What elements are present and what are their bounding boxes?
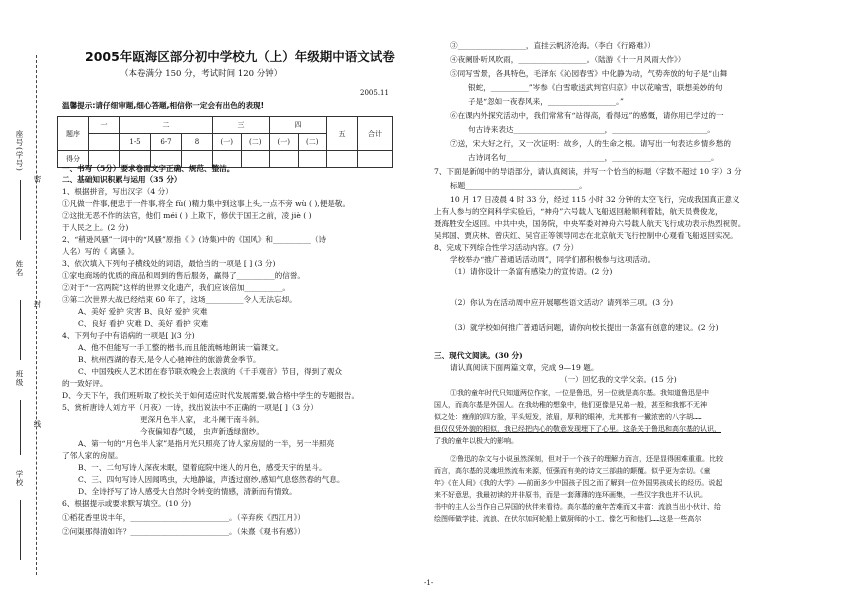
question-line: （2）你认为在活动周中应开展哪些语文活动？请列举三项。(3 分) bbox=[450, 298, 674, 307]
fill-blank-line[interactable]: 句古诗来表达________________________，_________________________。 bbox=[468, 125, 715, 134]
score-sub-cell: 8 bbox=[182, 134, 213, 151]
section-heading: 二、基础知识积累与运用（35 分） bbox=[62, 175, 182, 184]
fill-line bbox=[20, 300, 21, 360]
poem-line: 今夜偏知春气暖， 虫声新透绿窗纱。 bbox=[140, 427, 264, 436]
score-sub-cell bbox=[89, 134, 120, 151]
score-table bbox=[57, 116, 393, 168]
news-line: 聂海胜安全返回。中共中央，国务院，中央军委对神舟六号载人航天飞行成功表示热烈祝贺。 bbox=[434, 219, 746, 228]
score-sub-cell: 6-7 bbox=[151, 134, 182, 151]
score-header-cell: 五 bbox=[327, 117, 358, 151]
score-sub-cell: (一) bbox=[270, 134, 299, 151]
score-entry[interactable] bbox=[298, 151, 327, 168]
score-sub-cell: (二) bbox=[298, 134, 327, 151]
question-line: ⑤同写雪景，各具特色，毛泽东《沁园春雪》中化静为动，气势奔放的句子是“山舞 bbox=[450, 69, 728, 78]
question-line: 一、书写（5分）要求卷面文字正确、规范、整洁。 bbox=[62, 164, 235, 173]
score-header-cell: 题序 bbox=[58, 117, 89, 151]
passage-line: ①我的童年时代只知道两位作家，一位是鲁迅，另一位就是高尔基。我知道鲁迅是中 bbox=[450, 389, 709, 397]
news-line: 吴邦国、贾庆林、曾庆红、吴官正等领导同志在北京航天飞行控制中心观看飞船返回实况。 bbox=[434, 231, 738, 240]
question-line: ①凡做一件事,便忠于一件事,将全 fù( )精力集中到这事上头,一点不旁 wù ( ),便是敬。 bbox=[62, 199, 351, 208]
score-entry[interactable] bbox=[270, 151, 299, 168]
option-line: 了邻人家的房屋。 bbox=[62, 451, 123, 460]
fill-blank-line[interactable]: 子是“忽如一夜春风来，__________________。” bbox=[468, 97, 624, 106]
fill-blank-line[interactable]: ①稻花香里说丰年，__________________________。（辛弃疾《西江月》） bbox=[62, 513, 305, 522]
title-blank[interactable]: 标题______________________________。 bbox=[450, 181, 587, 190]
question-line: ⑦送，宋大好之行，又一次证明：故乡，人的生命之根。请写出一句表达乡情乡愁的 bbox=[450, 139, 731, 148]
score-header-cell: 合计 bbox=[358, 117, 393, 151]
passage-line: 了我的童年以极大的影响。 bbox=[434, 437, 518, 445]
score-entry[interactable] bbox=[241, 151, 270, 168]
question-line: 人名）写的《 离骚 》。 bbox=[62, 247, 139, 256]
passage-line: ②鲁迅的杂文与小说虽然深刻，但对于一个孩子的理解力而言，还是显得困难重重。比较 bbox=[450, 455, 723, 463]
passage-line: 绘图师做学徒、流浪、在伏尔加河轮船上做厨师的小工、像乞丐和他们……这是一些高尔 bbox=[434, 515, 702, 523]
seal-mark: 密 bbox=[33, 175, 42, 184]
passage-line: 来不好意思，我最初读的并非原书，而是一套薄薄的连环画集，一些汉字我也并不认识。 bbox=[434, 491, 707, 499]
passage-line-underlined: 但仅仅凭外貌的相似，我已经把内心的敬意发现埋下了心里。这条关于鲁迅和高尔基的认识， bbox=[434, 425, 721, 433]
question-line: ①家电商场的优质的商品和周到的售后服务，赢得了__________的信誉。 bbox=[62, 271, 305, 280]
binding-margin bbox=[0, 0, 50, 595]
question-line: 6、根据提示或要求默写填空。(10 分) bbox=[62, 499, 192, 508]
passage-line: 国人，而高尔基是外国人。在我幼稚的想象中，他们更像是兄弟一般，甚至和我都不无神 bbox=[434, 401, 707, 409]
question-line: 学校举办“推广普通话活动周”，同学们都积极参与这项活动。 bbox=[450, 255, 656, 264]
fill-line bbox=[20, 180, 21, 240]
score-sub-cell: (一) bbox=[213, 134, 242, 151]
passage-line: 似之处：瘦削的四方脸，平头短发，浓眉，厚利的眼神，尤其都有一撇浓密的八字胡…… bbox=[434, 413, 702, 421]
question-line: 7、下面是新闻中的导语部分，请认真阅读，并写一个恰当的标题（字数不超过 10 字）3 分 bbox=[434, 167, 742, 176]
passage-line: 书中的主人公当作自己异国的伙伴来看待。高尔基的童年苦难而又丰富：流浪当出小伙计、给 bbox=[434, 503, 721, 511]
score-header-cell: 三 bbox=[213, 117, 270, 134]
score-header-cell: 二 bbox=[120, 117, 213, 134]
answer-area-3[interactable] bbox=[450, 336, 810, 348]
score-sub-cell: 1-5 bbox=[120, 134, 151, 151]
option-line: C、良好 看护 灾难 D、美好 看护 灾难 bbox=[78, 319, 209, 328]
answer-area-1[interactable] bbox=[450, 280, 810, 294]
question-line: （1）请你设计一条富有感染力的宣传语。(2 分) bbox=[450, 267, 613, 276]
tip-text: 温馨提示:请仔细审题,细心答题,相信你一定会有出色的表现! bbox=[62, 101, 265, 110]
option-line: A、他不但能写一手工整的楷书,而且能流畅地朗读一篇课文。 bbox=[78, 343, 284, 352]
score-entry[interactable] bbox=[358, 151, 393, 168]
exam-date: 2005.11 bbox=[360, 89, 389, 97]
option-line: B、一、二句写诗人深夜未眠，望着庭院中迷人的月色，感受天宇的星斗。 bbox=[78, 463, 327, 472]
fill-blank-line[interactable]: ②问渠那得清如许？__________________________。（朱熹《观书有感》） bbox=[62, 527, 305, 536]
score-header-cell: 四 bbox=[270, 117, 327, 134]
passage-title: （一）回忆我的文学父亲。(15 分) bbox=[560, 375, 677, 384]
class-label: 班级 bbox=[15, 370, 24, 387]
section-heading: 三、现代文阅读。(30 分) bbox=[434, 351, 523, 360]
seal-line bbox=[36, 55, 37, 575]
question-line: 8、完成下列综合性学习活动内容。(7 分） bbox=[434, 243, 579, 252]
fill-line bbox=[20, 400, 21, 455]
question-line: ②这批无恶不作的法官，他们 méi ( ) 上欺下，修伏于国王之前，凌 jiè ( ) bbox=[62, 211, 312, 220]
news-line: 10 月 17 日凌晨 4 时 33 分，经过 115 小时 32 分钟的太空飞行，完成我国真正意义 bbox=[450, 195, 740, 204]
fill-blank-line[interactable]: 古诗词名句__________________________，__________________________。 bbox=[468, 153, 719, 162]
question-line: ③第二次世界大战已经结束 60 年了，这场__________令人无法忘却。 bbox=[62, 295, 297, 304]
seal-mark-2: 封 bbox=[33, 300, 42, 309]
question-line: 1、根据拼音，写出汉字（4 分） bbox=[62, 187, 173, 196]
option-line: A、第一句的“月色半人家”是指月光只照亮了诗人家房屋的一半，另一半照亮 bbox=[78, 439, 335, 448]
option-line: D、全诗抒写了诗人感受大自然时令转变的情感，清新而有情致。 bbox=[78, 487, 297, 496]
fill-blank-line[interactable]: ③__________________，直挂云帆济沧海。（李白《行路难》） bbox=[450, 41, 656, 50]
exam-title: 2005年瓯海区部分初中学校九（上）年级期中语文试卷 bbox=[85, 49, 395, 64]
fill-blank-line[interactable]: 银蛇，__________”岑参《白雪歌送武判官归京》中以花喻雪，联想美妙的句 bbox=[468, 83, 723, 92]
instruction-line: 请认真阅读下面两篇文章，完成 9—19 题。 bbox=[450, 363, 599, 372]
option-line: C、三、四句写诗人因闻鸣虫，大地静谧，声透过窗纱,感知气息悠然春的气息。 bbox=[78, 475, 345, 484]
score-sub-cell: (二) bbox=[241, 134, 270, 151]
question-line: ⑥在课内外探究活动中，我们常常有“站得高，看得远”的感慨，请你用已学过的一 bbox=[450, 111, 724, 120]
fill-blank-line[interactable]: ④夜阑卧听风吹雨，__________________。（陆游《十一月风雨大作》） bbox=[450, 55, 686, 64]
poem-line: 更深月色半人家， 北斗阑干南斗斜。 bbox=[140, 415, 264, 424]
option-line: D、今天下午，我们班听取了校长关于如何适应时代发展需要,做合格中学生的专题报告。 bbox=[62, 391, 360, 400]
passage-line: 年》《在人间》《我的大学》——前面多少中国孩子因之而了解到一位外国男孩成长的经历。说起 bbox=[434, 479, 723, 487]
question-line: ②对于“一宫两院”这样的世界文化遗产，我们应该倍加__________。 bbox=[62, 283, 290, 292]
question-line: 3、依次填入下列句子横线处的词语，最恰当的一项是 [ ] (3 分) bbox=[62, 259, 276, 268]
passage-line: 而言，高尔基的灵魂坦然流布来源，恒强而有美的诗文三部曲的颠覆。似乎更为亲切。《童 bbox=[434, 467, 711, 475]
score-entry[interactable] bbox=[327, 151, 358, 168]
option-line: 的一致好评。 bbox=[62, 379, 108, 388]
news-line: 上有人参与的空间科学实验后，“神舟”六号载人飞船返回舱顺利着陆，航天员费俊龙， bbox=[434, 207, 723, 216]
fill-line bbox=[20, 500, 21, 560]
exam-subtitle: （本卷满分 150 分，考试时间 120 分钟） bbox=[120, 69, 283, 79]
question-line: 5、赏析唐诗人刘方平（月夜）一诗，找出说法中不正确的一项是[ ]（3 分） bbox=[62, 403, 318, 412]
score-row-label: 得分 bbox=[58, 151, 89, 168]
seal-mark-3: 线 bbox=[33, 420, 42, 429]
score-header-cell: 一 bbox=[89, 117, 120, 134]
question-line: 2、“稍逊风骚”一词中的“风骚”原指《 》(诗集)中的《国风》和__________（诗 bbox=[62, 235, 327, 244]
question-line: 于人民之上。(2 分) bbox=[62, 223, 129, 232]
name-label: 姓名 bbox=[15, 260, 24, 277]
option-line: C、中国残疾人艺术团在春节联欢晚会上表演的《千手观音》节目，得到了观众 bbox=[78, 367, 342, 376]
school-label: 学校 bbox=[15, 470, 24, 487]
option-line: A、美好 爱护 灾害 B、良好 爱护 灾难 bbox=[78, 307, 208, 316]
seat-label: 座号(学号) bbox=[15, 130, 24, 172]
page-number: -1- bbox=[424, 579, 434, 587]
option-line: B、杭州西湖的春天,是令人心驰神往的旅游黄金季节。 bbox=[78, 355, 261, 364]
question-line: 4、下列句子中有语病的一项是[ ](3 分) bbox=[62, 331, 195, 340]
question-line: （3）就学校如何推广普通话问题，请你向校长提出一条富有创意的建议。(2 分) bbox=[450, 323, 719, 332]
